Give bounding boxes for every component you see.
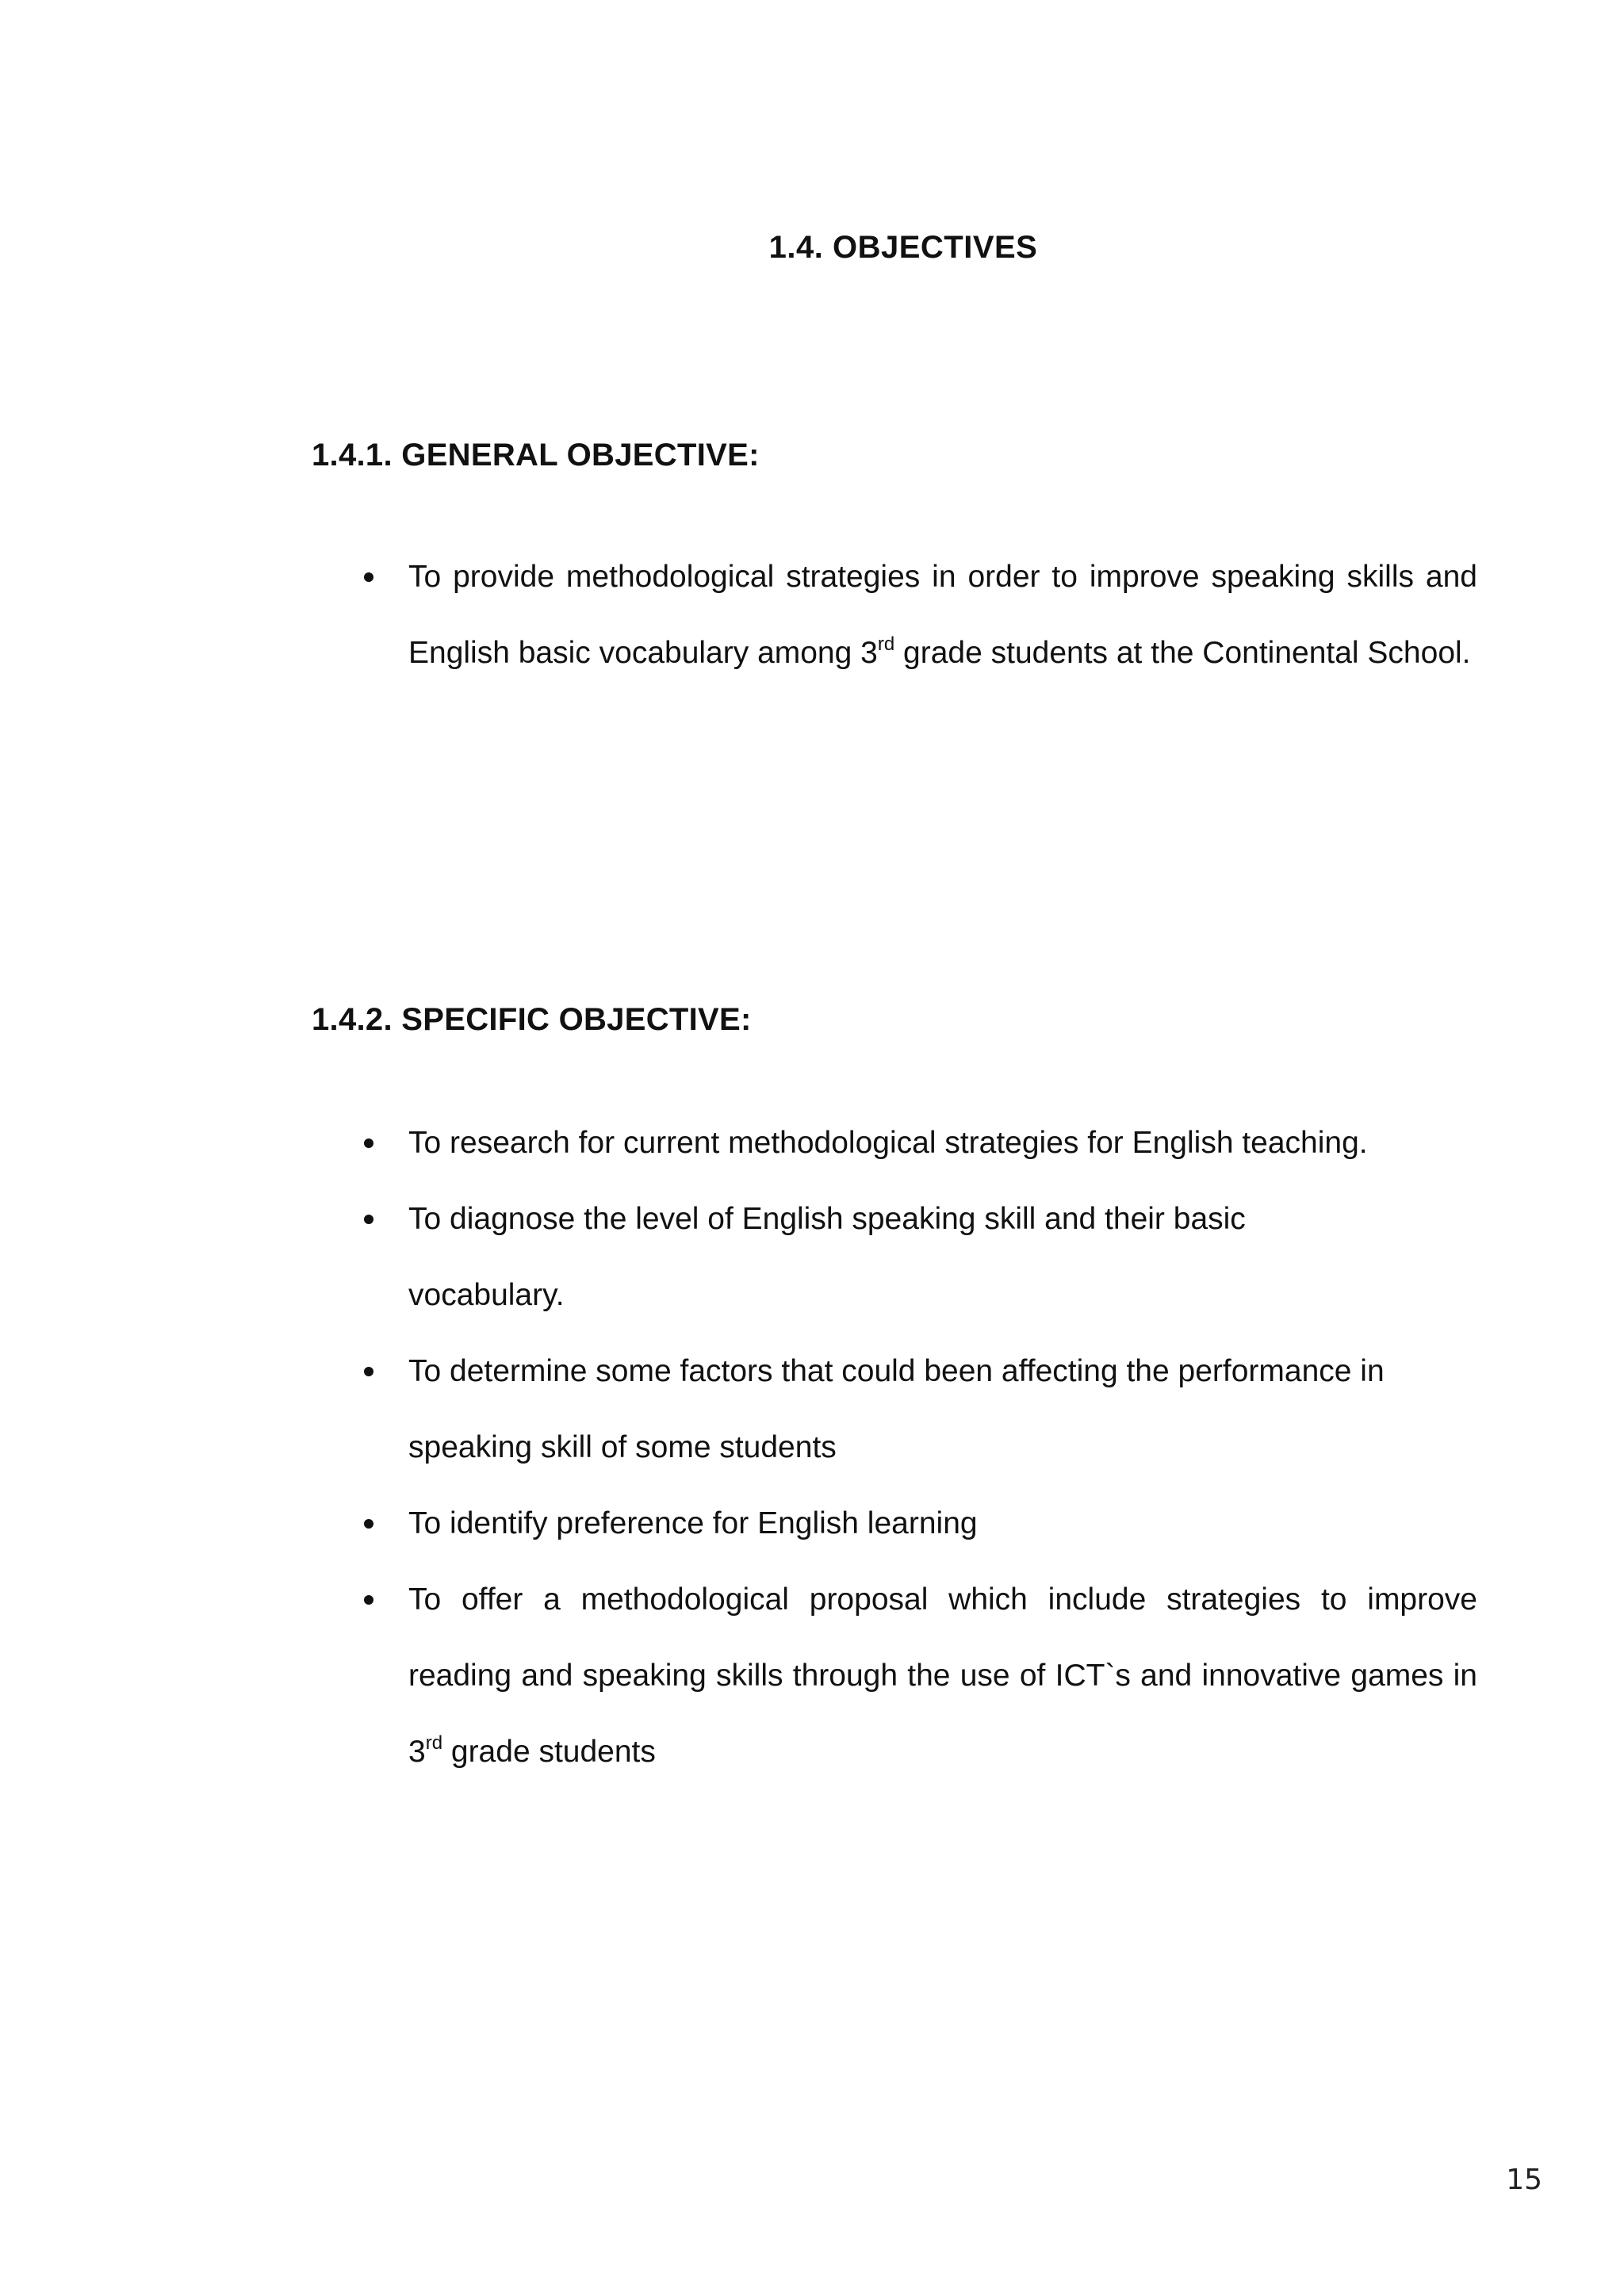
superscript: rd (425, 1732, 443, 1754)
bullet-icon (364, 1138, 373, 1148)
specific-objective-heading: 1.4.2. SPECIFIC OBJECTIVE: (312, 1002, 752, 1037)
list-item-text: To provide methodological strategies in order to improve speaking skills and English basic vocabulary among 3rd grade students at the Continental School. (408, 560, 1477, 670)
list-item (312, 1486, 1477, 1562)
list-item (312, 539, 1477, 691)
list-item (312, 1334, 1477, 1486)
list-item (312, 1562, 1477, 1790)
superscript: rd (877, 633, 895, 655)
general-objective-heading: 1.4.1. GENERAL OBJECTIVE: (312, 438, 760, 473)
list-item (312, 1181, 1477, 1334)
bullet-icon (364, 1367, 373, 1376)
list-item-text: To identify preference for English learning (408, 1506, 978, 1540)
list-item-text: To research for current methodological strategies for English teaching. (408, 1126, 1368, 1160)
bullet-icon (364, 1215, 373, 1224)
specific-objective-list (312, 1105, 1477, 1790)
bullet-icon (364, 572, 373, 582)
list-item-text: To diagnose the level of English speaking skill and their basic vocabulary. (408, 1202, 1246, 1312)
list-item-text: To determine some factors that could been affecting the performance in speaking skill of some students (408, 1354, 1385, 1464)
page-number: 15 (1506, 2164, 1542, 2196)
bullet-icon (364, 1519, 373, 1529)
list-item (312, 1105, 1477, 1181)
list-item-text: To offer a methodological proposal which include strategies to improve reading and speaking skills through the use of ICT`s and innovative games in 3rd grade students (408, 1582, 1477, 1769)
bullet-icon (364, 1595, 373, 1605)
general-objective-list (312, 539, 1477, 691)
page-title: 1.4. OBJECTIVES (768, 230, 1038, 265)
